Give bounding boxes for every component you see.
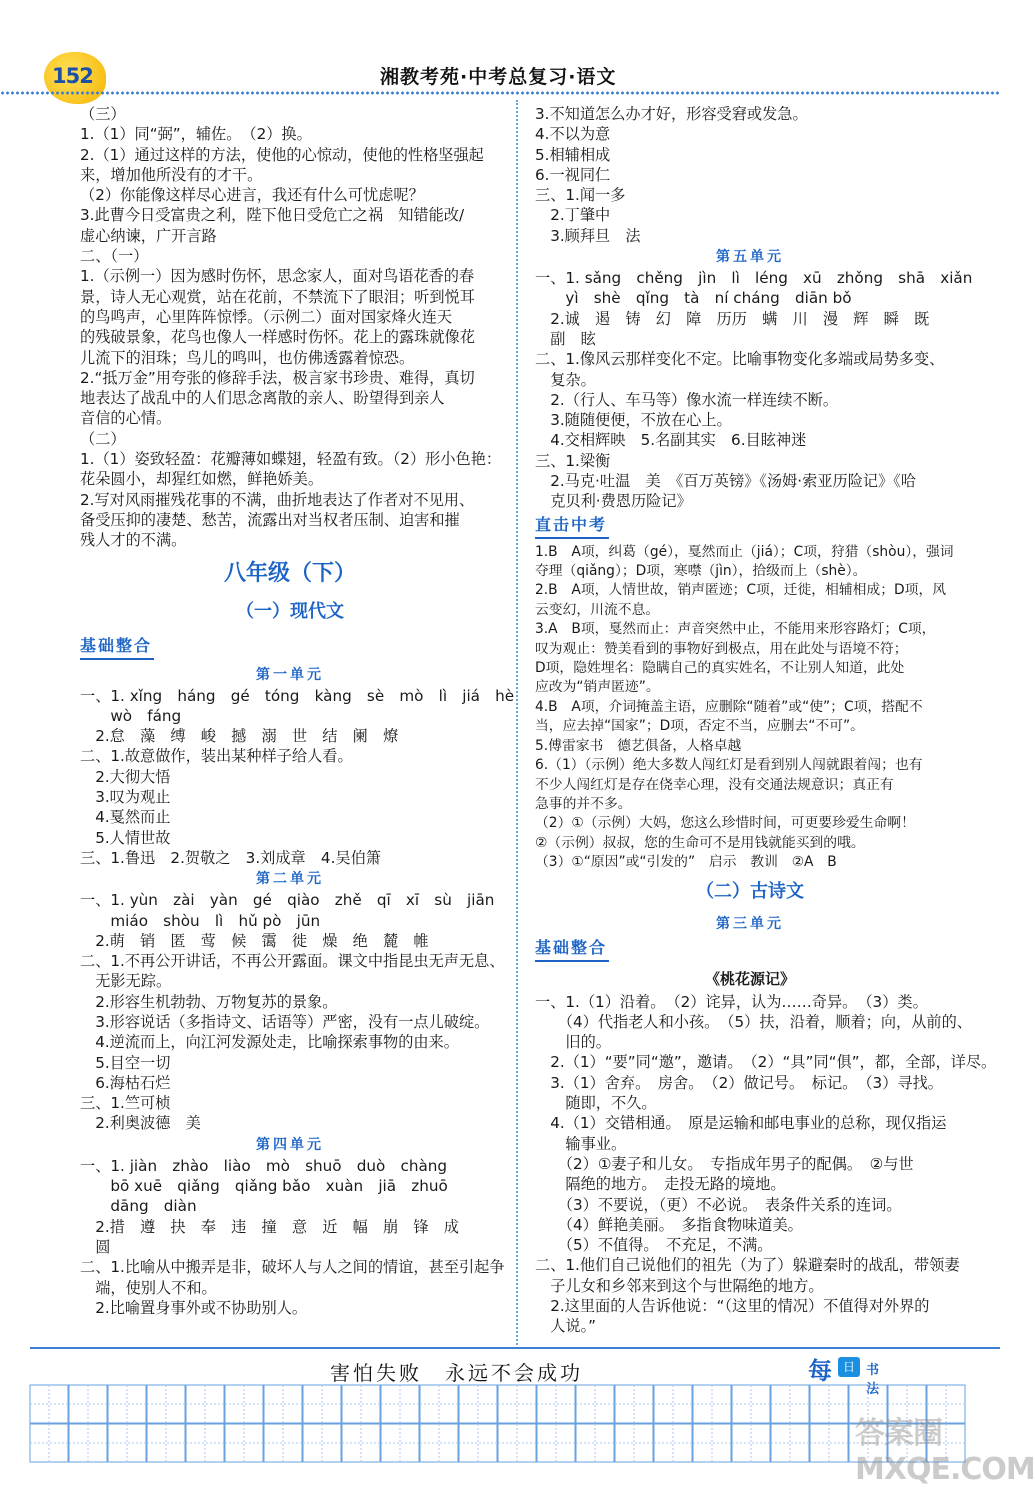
answer-line: （3）不要说，（更）不必说。 表条件关系的连词。 bbox=[535, 1195, 902, 1214]
answer-line: 2.（行人、车马等）像水流一样连续不断。 bbox=[535, 390, 839, 409]
answer-line: 5.傅雷家书 德艺俱备，人格卓越 bbox=[535, 737, 742, 754]
answer-line: 4.B A项，介词掩盖主语，应删除“随着”或“使”；C项，搭配不 bbox=[535, 698, 923, 715]
answer-line: 二、1.像风云那样变化不定。比喻事物变化多端或局势多变、 bbox=[535, 350, 945, 369]
answer-line: 端，使别人不和。 bbox=[80, 1278, 217, 1297]
answer-line: 2.比喻置身事外或不协助别人。 bbox=[80, 1298, 308, 1317]
answer-line: 云变幻，川流不息。 bbox=[535, 601, 660, 618]
answer-line: 3.（1）舍弃。 房舍。 （2）做记号。 标记。 （3）寻找。 bbox=[535, 1073, 943, 1092]
answer-line: 2.怠 藻 缚 峻 撼 溺 世 结 阑 燎 bbox=[80, 727, 399, 746]
answer-line: miáo shòu lì hǔ pò jūn bbox=[80, 911, 321, 930]
answer-line: 1.（1）姿致轻盈：花瓣薄如蝶翅，轻盈有致。（2）形小色艳： bbox=[80, 450, 502, 469]
answer-line: 叹为观止：赞美看到的事物好到极点，用在此处与语境不符； bbox=[535, 640, 908, 657]
unit-title-3: 第三单元 bbox=[716, 915, 784, 932]
answer-line: bō xuē qiǎng qiǎng bǎo xuàn jiā zhuō bbox=[80, 1177, 448, 1196]
answer-line: 二、1.他们自己说他们的祖先（为了）躲避秦时的战乱，带领妻 bbox=[535, 1256, 960, 1275]
answer-line: 3.不知道怎么办才好，形容受窘或发急。 bbox=[535, 105, 808, 123]
answer-line: 备受压抑的凄楚、愁苦，流露出对当权者压制、迫害和摧 bbox=[80, 510, 460, 529]
answer-line: 4.不以为意 bbox=[535, 125, 611, 144]
answer-line: 花朵圆小，却猩红如燃，鲜艳娇美。 bbox=[80, 470, 323, 489]
answer-line: 5.相辅相成 bbox=[535, 145, 611, 164]
answers-unit2 bbox=[80, 890, 505, 1134]
poem-title: 《桃花源记》 bbox=[704, 969, 795, 988]
answer-line: 旧的。 bbox=[535, 1033, 611, 1052]
answer-line: 2.这里面的人告诉他说：“（这里的情况）不值得对外界的 bbox=[535, 1297, 930, 1315]
answer-line: 2.形容生机勃勃、万物复苏的景象。 bbox=[80, 992, 338, 1011]
answer-line: 一、1.（1）沿着。 （2）诧异，认为……奇异。 （3）类。 bbox=[535, 992, 928, 1011]
answer-line: 克贝利·费恩历险记》 bbox=[535, 492, 692, 511]
brand-box: 日 bbox=[838, 1357, 860, 1377]
left-column bbox=[80, 104, 515, 1318]
answers-exam bbox=[535, 543, 965, 873]
answer-line: （2）①（示例）大妈，您这么珍惜时间，可更要珍爱生命啊！ bbox=[535, 815, 915, 832]
unit-title-1: 第一单元 bbox=[256, 666, 324, 683]
answer-line: 二、1.不再公开讲话，不再公开露面。课文中指昆虫无声无息、 bbox=[80, 952, 505, 971]
answer-line: 子儿女和乡邻来到这个与世隔绝的地方。 bbox=[535, 1276, 824, 1295]
header-title: 湘教考苑·中考总复习·语文 bbox=[380, 66, 617, 88]
answers-block-part1 bbox=[80, 104, 500, 551]
answer-line: （2）你能像这样尽心进言，我还有什么可忧虑呢？ bbox=[80, 186, 424, 205]
answer-line: 1.B A项，纠葛（gé），戛然而止（jiá）；C项，狩猎（shòu），强词 bbox=[535, 543, 954, 560]
answer-line: （三） bbox=[80, 105, 126, 123]
answer-line: 圆 bbox=[80, 1237, 111, 1256]
answer-line: 2.丁肇中 bbox=[535, 206, 611, 225]
page-header bbox=[0, 0, 1000, 100]
answer-line: 6.（1）（示例）绝大多数人闯红灯是看到别人闯就跟着闯；也有 bbox=[535, 757, 923, 774]
answer-line: 4.交相辉映 5.名副其实 6.目眩神迷 bbox=[535, 431, 807, 450]
brand-main: 每 bbox=[808, 1356, 832, 1385]
answer-line: （二） bbox=[80, 429, 126, 448]
footer-rule bbox=[30, 1347, 1000, 1349]
unit-title-2: 第二单元 bbox=[256, 871, 324, 888]
answer-line: 2.马克·吐温 美 《百万英镑》《汤姆·索亚历险记》《哈 bbox=[535, 472, 917, 491]
answer-line: 二、（一） bbox=[80, 247, 149, 266]
answer-line: 副 眩 bbox=[535, 329, 596, 348]
answer-line: 输事业。 bbox=[535, 1134, 627, 1153]
answer-line: 4.（1）交错相通。 原是运输和邮电事业的总称，现仅指运 bbox=[535, 1114, 947, 1133]
answer-line: 残人才的不满。 bbox=[80, 531, 187, 550]
answer-line: 随即，不久。 bbox=[535, 1094, 657, 1113]
answer-line: 3.叹为观止 bbox=[80, 788, 171, 807]
answer-line: 无影无踪。 bbox=[80, 972, 172, 991]
answer-line: 4.逆流而上，向江河发源处走，比喻探索事物的由来。 bbox=[80, 1033, 459, 1052]
answer-line: 4.戛然而止 bbox=[80, 808, 171, 827]
answer-line: 三、1.闻一多 bbox=[535, 186, 626, 205]
answer-line: 5.目空一切 bbox=[80, 1053, 171, 1072]
answer-line: 不少人闯红灯是存在侥幸心理，没有交通法规意识；真正有 bbox=[535, 776, 894, 793]
answers-poem bbox=[535, 992, 997, 1337]
unit-title-5: 第五单元 bbox=[716, 249, 784, 266]
answers-unit4 bbox=[80, 1156, 505, 1318]
answer-line: 2.（1）通过这样的方法，使他的心惊动，使他的性格坚强起 bbox=[80, 145, 484, 164]
answer-line: 人说。” bbox=[535, 1317, 597, 1336]
answer-line: 二、1.比喻从中搬弄是非，破坏人与人之间的情谊，甚至引起争 bbox=[80, 1258, 505, 1277]
answer-line: 5.人情世故 bbox=[80, 828, 171, 847]
answer-line: 一、1. yùn zài yàn gé qiào zhě qī xī sù jiān bbox=[80, 891, 495, 910]
grade-title: 八年级（下） bbox=[223, 560, 356, 586]
answer-line: 三、1.鲁迅 2.贺敬之 3.刘成章 4.吴伯箫 bbox=[80, 848, 381, 867]
answer-line: 的残破景象，花鸟也像人一样感时伤怀。花上的露珠就像花 bbox=[80, 328, 475, 347]
answer-line: 当，应去掉“国家”；D项，否定不当，应删去“不可”。 bbox=[535, 718, 864, 735]
answer-line: （3）①“原因”或“引发的” 启示 教训 ②A B bbox=[535, 854, 837, 871]
page-footer bbox=[0, 1345, 1000, 1472]
answer-line: （2）①妻子和儿女。 专指成年男子的配偶。 ②与世 bbox=[535, 1154, 914, 1173]
answer-line: 地表达了战乱中的人们思念离散的亲人、盼望得到亲人 bbox=[80, 389, 445, 408]
unit-title-4: 第四单元 bbox=[256, 1136, 324, 1153]
page-number-badge bbox=[44, 52, 106, 110]
answer-line: 3.顾拜旦 法 bbox=[535, 226, 641, 245]
answer-line: （4）代指老人和小孩。 （5）扶，沿着，顺着；向，从前的、 bbox=[535, 1012, 972, 1031]
header-dotted-rule bbox=[0, 90, 1000, 96]
answer-line: 1.（1）同“弼”，辅佐。 （2）换。 bbox=[80, 125, 312, 144]
answer-line: 3.随随便便，不放在心上。 bbox=[535, 411, 732, 430]
answer-line: 来，增加他所没有的才干。 bbox=[80, 165, 263, 184]
answer-line: 音信的心情。 bbox=[80, 409, 172, 428]
answer-line: D项，隐姓埋名：隐瞒自己的真实姓名，不让别人知道，此处 bbox=[535, 660, 905, 677]
tag-basic: 基础整合 bbox=[80, 635, 154, 660]
answer-line: 3.此曹今日受富贵之利，陛下他日受危亡之祸 知错能改/ bbox=[80, 206, 465, 225]
section-title-classical: （二）古诗文 bbox=[696, 880, 804, 902]
answer-line: 3.A B项，戛然而止：声音突然中止，不能用来形容路灯；C项， bbox=[535, 621, 936, 638]
column-divider bbox=[516, 100, 518, 1345]
calligraphy-grid bbox=[30, 1385, 970, 1465]
answer-line: 2.利奥波德 美 bbox=[80, 1114, 201, 1133]
brand-sub: 书法 bbox=[866, 1363, 880, 1397]
answer-line: 虚心纳谏，广开言路 bbox=[80, 226, 217, 245]
answer-line: 一、1. jiàn zhào liào mò shuō duò chàng bbox=[80, 1156, 448, 1175]
section-title-modern: （一）现代文 bbox=[236, 600, 344, 622]
answer-line: 2.“抵万金”用夸张的修辞手法，极言家书珍贵、难得，真切 bbox=[80, 368, 475, 387]
answer-line: 6.一视同仁 bbox=[535, 165, 611, 184]
answers-unit5 bbox=[535, 268, 973, 512]
answer-line: yì shè qǐng tà ní cháng diān bǒ bbox=[535, 289, 852, 308]
answers-block-continued bbox=[535, 104, 965, 246]
answer-line: 一、1. sǎng chěng jìn lì léng xū zhǒng shā xiǎn bbox=[535, 269, 973, 288]
answer-line: wò fáng bbox=[80, 706, 182, 725]
answer-line: 复杂。 bbox=[535, 370, 596, 389]
tag-exam: 直击中考 bbox=[535, 514, 609, 539]
answer-line: （5）不值得。 不充足，不满。 bbox=[535, 1236, 773, 1255]
answer-line: 2.B A项，人情世故，销声匿迹；C项，迁徙，相辅相成；D项，风 bbox=[535, 582, 947, 599]
answer-line: 三、1.竺可桢 bbox=[80, 1094, 171, 1113]
answer-line: 一、1. xǐng háng gé tóng kàng sè mò lì jiá hè bbox=[80, 686, 515, 705]
answer-line: 儿流下的泪珠；鸟儿的鸣叫，也仿佛透露着惊恐。 bbox=[80, 348, 415, 367]
answer-line: （4）鲜艳美丽。 多指食物味道美。 bbox=[535, 1215, 803, 1234]
answer-line: 2.措 遵 抉 奉 违 撞 意 近 幅 崩 锋 成 bbox=[80, 1217, 459, 1236]
answer-line: 6.海枯石烂 bbox=[80, 1073, 171, 1092]
answer-line: 2.写对风雨摧残花事的不满，曲折地表达了作者对不见用、 bbox=[80, 490, 475, 509]
answer-line: 2.大彻大悟 bbox=[80, 767, 171, 786]
answer-line: ②（示例）叔叔，您的生命可不是用钱就能买到的哦。 bbox=[535, 834, 865, 851]
answer-line: 2.诚 遏 铸 幻 障 历历 螨 川 漫 辉 瞬 既 bbox=[535, 309, 930, 328]
tag-basic-2: 基础整合 bbox=[535, 937, 609, 962]
right-column bbox=[535, 104, 997, 1337]
answer-line: 隔绝的地方。 走投无路的境地。 bbox=[535, 1175, 786, 1194]
answer-line: 2.萌 销 匿 莺 候 霭 徙 燥 绝 麓 帷 bbox=[80, 931, 429, 950]
answer-line: 三、1.梁衡 bbox=[535, 451, 611, 470]
answer-line: 1.（示例一）因为感时伤怀，思念家人，面对鸟语花香的春 bbox=[80, 267, 475, 286]
answer-line: 二、1.故意做作，装出某种样子给人看。 bbox=[80, 747, 353, 766]
answer-line: dāng diàn bbox=[80, 1197, 197, 1216]
answer-line: 急事的并不多。 bbox=[535, 795, 632, 812]
answer-line: 夺理（qiǎng）；D项，寒噤（jìn），拾级而上（shè）。 bbox=[535, 563, 867, 580]
answer-line: 景，诗人无心观赏，站在花前，不禁流下了眼泪；听到悦耳 bbox=[80, 287, 475, 306]
footer-motto: 害怕失败 永远不会成功 bbox=[330, 1361, 583, 1385]
answer-line: 应改为“销声匿迹”。 bbox=[535, 679, 660, 696]
answer-line: 的鸟鸣声，心里阵阵惊悸。（示例二）面对国家烽火连天 bbox=[80, 307, 453, 326]
answer-line: 2.（1）“要”同“邀”，邀请。 （2）“具”同“俱”，都，全部，详尽。 bbox=[535, 1053, 997, 1072]
page-number: 152 bbox=[52, 64, 93, 88]
answers-unit1 bbox=[80, 686, 515, 869]
answer-line: 3.形容说话（多指诗文、话语等）严密，没有一点儿破绽。 bbox=[80, 1012, 490, 1031]
watermark: 答案圈 MXQE.COM bbox=[855, 1416, 1035, 1487]
